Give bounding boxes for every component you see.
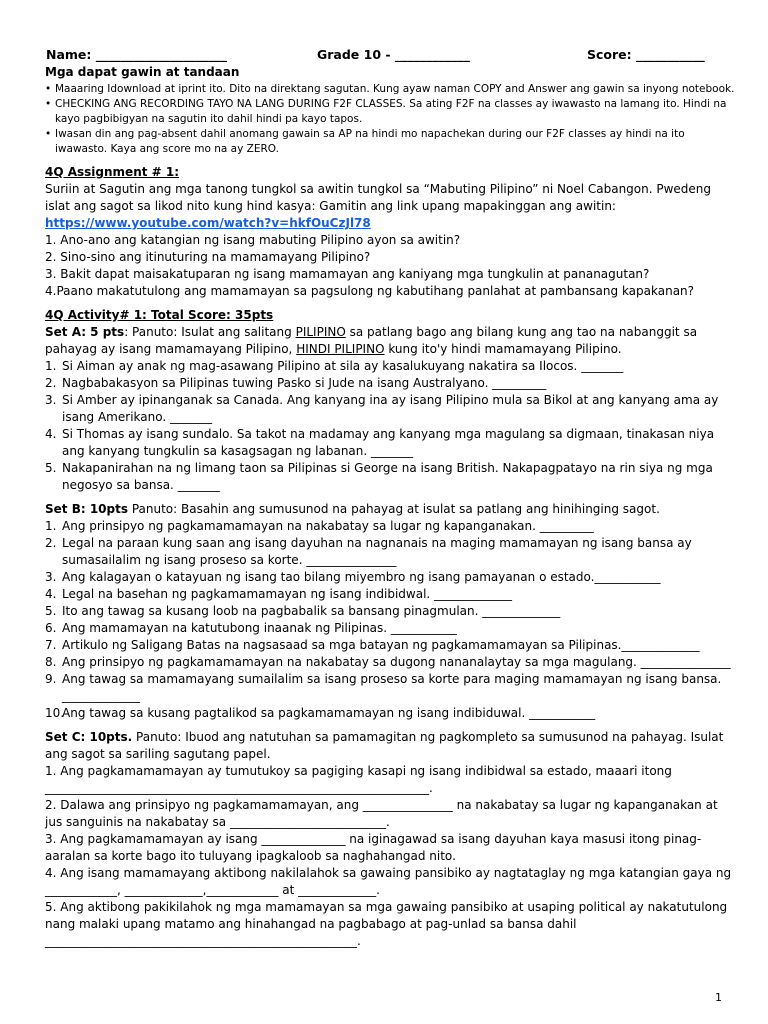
- set-b-item: [45, 518, 735, 535]
- item-number: 1.: [45, 359, 57, 373]
- reminder-item: • Maaaring Idownload at iprint ito. Dito na direktang sagutan. Kung ayaw naman COPY and Answer ang gawin sa inyong notebook.: [45, 82, 735, 97]
- word-hindi-pilipino: HINDI PILIPINO: [296, 342, 385, 356]
- item-text: Si Amber ay ipinanganak sa Canada. Ang kanyang ina ay isang Pilipino mula sa Bikol at ang kanyang ama ay isang Amerikano. _______: [62, 393, 719, 424]
- set-b-item: [45, 705, 735, 722]
- set-a-item: [45, 426, 735, 460]
- set-b-item: [45, 620, 735, 637]
- grade-field: Grade 10 - ____________: [317, 47, 470, 62]
- assignment-title: 4Q Assignment # 1:: [45, 165, 180, 179]
- name-field: Name: _____________________: [46, 47, 227, 62]
- item-text: Nagbabakasyon sa Pilipinas tuwing Pasko si Jude na isang Australyano. _________: [62, 376, 547, 390]
- activity-title: 4Q Activity# 1: Total Score: 35pts: [45, 308, 274, 322]
- set-a-item: [45, 375, 735, 392]
- item-text: Ang prinsipyo ng pagkamamamayan na nakabatay sa lugar ng kapanganakan. _________: [62, 519, 594, 533]
- set-c-item: 1. Ang pagkamamamayan ay tumutukoy sa pagiging kasapi ng isang indibidwal sa estado, maaari itong ________________________________________________________________.: [45, 764, 672, 795]
- set-b-item: [45, 603, 735, 620]
- item-number: 3.: [45, 393, 57, 407]
- score-field: Score: ___________: [587, 47, 705, 62]
- item-number: 4.: [45, 427, 57, 441]
- item-number: 5.: [45, 604, 57, 618]
- item-number: 8.: [45, 655, 57, 669]
- set-a-item: [45, 392, 735, 426]
- item-number: 10.: [45, 706, 65, 720]
- set-c-instructions: [45, 729, 735, 763]
- assignment-intro: [45, 181, 735, 232]
- set-b-item: [45, 535, 735, 569]
- worksheet-content: [45, 64, 735, 950]
- item-number: 5.: [45, 461, 57, 475]
- set-a-item: [45, 460, 735, 494]
- item-number: 7.: [45, 638, 57, 652]
- set-c-instr: Panuto: Ibuod ang natutuhan sa pamamagitan ng pagkompleto sa sumusunod na pahayag. Isulat ang sagot sa sariling sagutang papel.: [45, 730, 724, 761]
- item-number: 2.: [45, 376, 57, 390]
- item-number: 9.: [45, 672, 57, 686]
- item-number: 2.: [45, 536, 57, 550]
- item-text: Si Thomas ay isang sundalo. Sa takot na madamay ang kanyang mga magulang sa digmaan, tinakasan niya ang kanyang tungkulin sa kasagsagan ng labanan. _______: [62, 427, 715, 458]
- set-b-item: [45, 569, 735, 586]
- set-a-item: [45, 358, 735, 375]
- set-a-list: [45, 358, 735, 494]
- item-text: Legal na basehan ng pagkamamamayan ng isang indibidwal. _____________: [62, 587, 513, 601]
- reminder-item: • Iwasan din ang pag-absent dahil anomang gawain sa AP na hindi mo napachekan during our F2F classes ay hindi na ito iwawasto. Kaya ang score mo na ay ZERO.: [45, 127, 735, 157]
- item-text: Ang mamamayan na katutubong inaanak ng Pilipinas. ___________: [62, 621, 457, 635]
- set-c-item: 5. Ang aktibong pakikilahok ng mga mamamayan sa mga gawaing pansibiko at usaping political ay nakatutulong nang malaki upang matamo ang hinahangad na pagbabago at pag-unlad sa bansa dahil ____________________________________________________.: [45, 900, 728, 948]
- question-item: 3. Bakit dapat maisakatuparan ng isang mamamayan ang kaniyang mga tungkulin at pananagutan?: [45, 267, 650, 281]
- set-b-item: [45, 671, 735, 705]
- item-number: 6.: [45, 621, 57, 635]
- question-item: 2. Sino-sino ang itinuturing na mamamayang Pilipino?: [45, 250, 371, 264]
- page-number: 1: [715, 991, 722, 1004]
- item-number: 1.: [45, 519, 57, 533]
- item-text: Ang prinsipyo ng pagkamamamayan na nakabatay sa dugong nananalaytay sa mga magulang. _______________: [62, 655, 731, 669]
- set-b-item: [45, 654, 735, 671]
- set-a-instr-mid: sa patlang bago ang bilang kung ang tao na nabanggit sa pahayag ay isang mamamayang Pilipino,: [45, 325, 698, 356]
- question-item: 4.Paano makatutulong ang mamamayan sa pagsulong ng kabutihang panlahat at pambansang kapakanan?: [45, 284, 695, 298]
- set-a-instr-post: kung ito'y hindi mamamayang Pilipino.: [384, 342, 622, 356]
- assignment-questions: [45, 232, 735, 300]
- set-a-instructions: [45, 324, 735, 358]
- set-a-label: Set A: 5 pts: [45, 325, 125, 339]
- item-text: Ito ang tawag sa kusang loob na pagbabalik sa bansang pinagmulan. _____________: [62, 604, 561, 618]
- item-text: Ang tawag sa mamamayang sumailalim sa isang proseso sa korte para maging mamamayan ng isang bansa. _____________: [62, 672, 722, 703]
- word-pilipino: PILIPINO: [295, 325, 346, 339]
- item-text: Nakapanirahan na ng limang taon sa Pilipinas si George na isang British. Nakapagpatayo na rin siya ng mga negosyo sa bansa. _______: [62, 461, 713, 492]
- set-b-list: [45, 518, 735, 722]
- item-number: 3.: [45, 570, 57, 584]
- youtube-link[interactable]: https://www.youtube.com/watch?v=hkfOuCzJl78: [45, 216, 371, 230]
- item-number: 4.: [45, 587, 57, 601]
- set-b-instructions: [45, 501, 735, 518]
- set-c-label: Set C: 10pts.: [45, 730, 133, 744]
- reminders-list: [45, 82, 735, 157]
- item-text: Ang kalagayan o katayuan ng isang tao bilang miyembro ng isang pamayanan o estado.___________: [62, 570, 661, 584]
- set-c-item: 3. Ang pagkamamamayan ay isang ______________ na iginagawad sa isang dayuhan kaya masusi itong pinag-aaralan sa korte bago ito tuluyang ipagkaloob sa naghahangad nito.: [45, 832, 702, 863]
- assignment-intro-text: Suriin at Sagutin ang mga tanong tungkol sa awitin tungkol sa “Mabuting Pilipino” ni Noel Cabangon. Pwedeng islat ang sagot sa likod nito kung hind kasya: Gamitin ang link upang mapakinggan ang awitin:: [45, 182, 712, 213]
- set-b-label: Set B: 10pts: [45, 502, 128, 516]
- reminder-item: • CHECKING ANG RECORDING TAYO NA LANG DURING F2F CLASSES. Sa ating F2F na classes ay iwawasto na lamang ito. Hindi na kayo pagbibigyan na sagutin ito dahil hindi pa kayo tapos.: [45, 97, 735, 127]
- set-c-item: 4. Ang isang mamamayang aktibong nakilalahok sa gawaing pansibiko ay nagtataglay ng mga katangian gaya ng ____________, _____________,____________ at _____________.: [45, 866, 732, 897]
- item-text: Legal na paraan kung saan ang isang dayuhan na nagnanais na maging mamamayan ng isang bansa ay sumasailalim ng isang proseso sa korte. _______________: [62, 536, 692, 567]
- set-b-item: [45, 586, 735, 603]
- set-b-instr: Panuto: Basahin ang sumusunod na pahayag at isulat sa patlang ang hinihinging sagot.: [128, 502, 660, 516]
- header-row: [46, 47, 722, 65]
- set-a-instr-pre: : Panuto: Isulat ang salitang: [124, 325, 296, 339]
- set-c-list: [45, 763, 735, 950]
- item-text: Ang tawag sa kusang pagtalikod sa pagkamamamayan ng isang indibiduwal. ___________: [62, 706, 596, 720]
- reminders-title: Mga dapat gawin at tandaan: [45, 65, 240, 79]
- set-c-item: 2. Dalawa ang prinsipyo ng pagkamamamayan, ang _______________ na nakabatay sa lugar ng kapanganakan at jus sanguinis na nakabatay sa __________________________.: [45, 798, 718, 829]
- question-item: 1. Ano-ano ang katangian ng isang mabuting Pilipino ayon sa awitin?: [45, 233, 461, 247]
- item-text: Si Aiman ay anak ng mag-asawang Pilipino at sila ay kasalukuyang nakatira sa Ilocos. _______: [62, 359, 624, 373]
- set-b-item: [45, 637, 735, 654]
- item-text: Artikulo ng Saligang Batas na nagsasaad sa mga batayan ng pagkamamamayan sa Pilipinas._____________: [62, 638, 700, 652]
